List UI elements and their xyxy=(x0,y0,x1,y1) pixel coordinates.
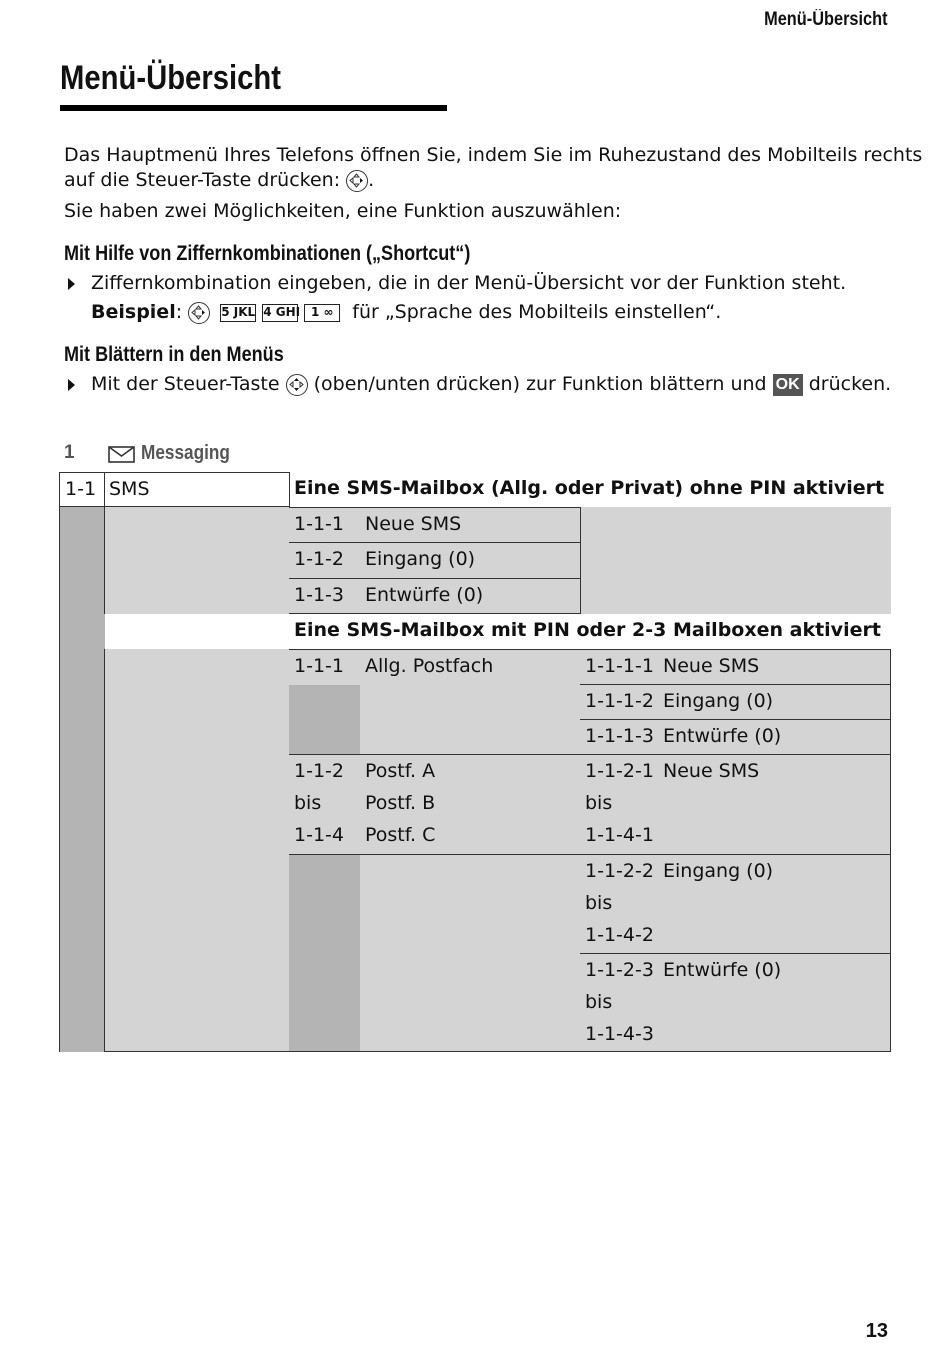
key-5-icon: 5 JKL xyxy=(220,304,256,322)
table-cell-label: Entwürfe (0) xyxy=(360,579,581,614)
running-header: Menü-Übersicht xyxy=(764,9,888,30)
intro-line-2 xyxy=(64,168,922,193)
title-underline xyxy=(60,105,447,111)
browse-text-end: drücken. xyxy=(808,373,892,395)
table-cell-num: 1-1-1-3 xyxy=(580,720,659,755)
table-cell-label: Entwürfe (0) xyxy=(658,954,891,1052)
table-indent-column xyxy=(104,507,290,614)
table-cell-num: 1-1-1-1 xyxy=(580,649,659,685)
range-start: 1-1-2 xyxy=(294,760,344,782)
range-start: 1-1-2-2 xyxy=(585,860,654,882)
table-indent-column xyxy=(104,649,290,1052)
table-cell-num: 1-1-1 xyxy=(289,507,361,543)
table-cell-label: Neue SMS xyxy=(658,649,891,685)
page-number: 13 xyxy=(865,1320,888,1342)
intro-line-3: Sie haben zwei Möglichkeiten, eine Funktion auszuwählen: xyxy=(64,200,622,222)
key-1-icon: 1 ∞ xyxy=(304,304,340,322)
range-end: 1-1-4 xyxy=(294,824,344,846)
intro-line-1: Das Hauptmenü Ihres Telefons öffnen Sie, indem Sie im Ruhezustand des Mobilteils rechts xyxy=(64,144,923,166)
browse-heading: Mit Blättern in den Menüs xyxy=(64,343,284,366)
table-cell-num-range xyxy=(580,954,659,1052)
table-cell-label: Eingang (0) xyxy=(360,543,581,579)
navigation-key-right-icon xyxy=(346,170,368,192)
table-cell-label: Neue SMS xyxy=(360,507,581,543)
table-cell-label-list xyxy=(360,755,581,855)
table-indent-cell xyxy=(360,685,581,755)
range-start: 1-1-2-3 xyxy=(585,959,654,981)
shortcut-heading: Mit Hilfe von Ziffernkombinationen („Shortcut“) xyxy=(64,242,471,265)
range-end: 1-1-4-1 xyxy=(585,824,654,846)
table-cell-num: 1-1-1-2 xyxy=(580,685,659,720)
shortcut-example xyxy=(91,300,721,325)
range-bis: bis xyxy=(585,991,613,1013)
table-cell-num: 1-1 xyxy=(59,472,105,507)
mailbox-c: Postf. C xyxy=(365,824,436,846)
browse-bullet xyxy=(91,372,891,397)
section-title: Messaging xyxy=(141,442,230,464)
page-title: Menü-Übersicht xyxy=(60,59,281,97)
range-bis: bis xyxy=(585,792,613,814)
navigation-key-updown-icon xyxy=(286,374,308,396)
table-cell-num-range xyxy=(580,855,659,954)
table-indent-cell xyxy=(289,855,361,1052)
table-cell-label: Eingang (0) xyxy=(658,855,891,954)
table-note-with-pin: Eine SMS-Mailbox mit PIN oder 2-3 Mailboxen aktiviert xyxy=(294,619,881,641)
ok-key-icon: OK xyxy=(773,374,803,396)
mailbox-b: Postf. B xyxy=(365,792,436,814)
table-indent-column xyxy=(59,507,105,1052)
browse-text-start: Mit der Steuer-Taste xyxy=(91,373,280,395)
intro-line-2-period: . xyxy=(368,169,375,191)
table-cell-label: Allg. Postfach xyxy=(360,649,581,685)
intro-paragraph xyxy=(64,143,922,224)
table-filler xyxy=(580,507,891,614)
range-bis: bis xyxy=(585,892,613,914)
browse-text-mid: (oben/unten drücken) zur Funktion blättern und xyxy=(313,373,767,395)
bullet-arrow-icon xyxy=(68,278,75,290)
section-number: 1 xyxy=(64,442,75,463)
table-note-no-pin: Eine SMS-Mailbox (Allg. oder Privat) ohne PIN aktiviert xyxy=(294,477,885,499)
range-start: 1-1-2-1 xyxy=(585,760,654,782)
table-indent-cell xyxy=(289,685,361,755)
table-cell-label: Neue SMS xyxy=(658,755,891,855)
table-cell-num: 1-1-1 xyxy=(289,649,361,685)
range-end: 1-1-4-3 xyxy=(585,1023,654,1045)
range-end: 1-1-4-2 xyxy=(585,924,654,946)
table-cell-num: 1-1-2 xyxy=(289,543,361,579)
table-cell-num: 1-1-3 xyxy=(289,579,361,614)
shortcut-bullet-text: Ziffernkombination eingeben, die in der Menü-Übersicht vor der Funktion steht. xyxy=(91,272,847,294)
key-4-icon: 4 GHI xyxy=(262,304,298,322)
example-colon: : xyxy=(175,301,183,323)
example-label: Beispiel xyxy=(91,301,176,323)
range-bis: bis xyxy=(294,792,322,814)
table-cell-label: Entwürfe (0) xyxy=(658,720,891,755)
intro-line-2-text: auf die Steuer-Taste drücken: xyxy=(64,169,341,191)
table-indent-cell xyxy=(360,855,581,1052)
example-text: für „Sprache des Mobilteils einstellen“. xyxy=(352,301,722,323)
mailbox-a: Postf. A xyxy=(365,760,436,782)
envelope-icon xyxy=(108,446,135,467)
navigation-key-right-icon xyxy=(188,302,210,324)
table-cell-label: Eingang (0) xyxy=(658,685,891,720)
table-cell-num-range xyxy=(289,755,361,855)
table-cell-label: SMS xyxy=(104,472,290,507)
table-cell-num-range xyxy=(580,755,659,855)
bullet-arrow-icon xyxy=(68,379,75,391)
